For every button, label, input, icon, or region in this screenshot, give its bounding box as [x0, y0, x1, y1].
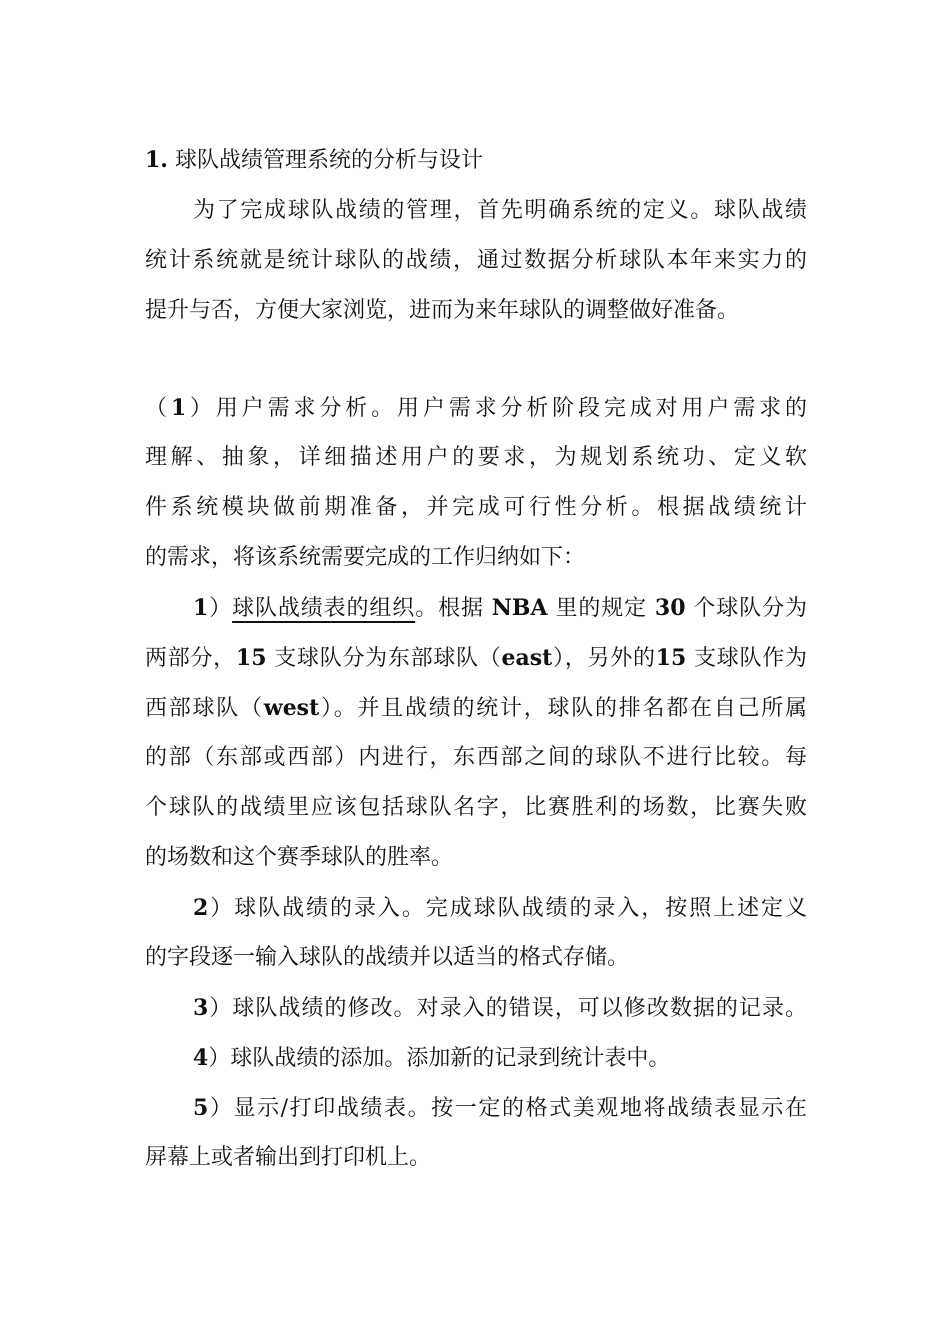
- requirements-line: 理解、抽象，详细描述用户的要求，为规划系统功、定义软: [145, 445, 807, 470]
- requirements-line: 件系统模块做前期准备，并完成可行性分析。根据战绩统计: [145, 495, 807, 520]
- item1-text: 支球队作为: [694, 646, 807, 671]
- item5-line: [193, 1093, 807, 1124]
- item3-text: ）球队战绩的修改。对录入的错误，可以修改数据的记录。: [208, 996, 807, 1021]
- item2-number: 2: [193, 895, 209, 921]
- item1-text: 支球队分为东部球队（: [274, 646, 502, 671]
- item1-count-15: 15: [235, 645, 267, 671]
- intro-line: 提升与否，方便大家浏览，进而为来年球队的调整做好准备。: [145, 298, 740, 323]
- item1-text: 里的规定: [555, 596, 647, 621]
- item1-text: 两部分，: [145, 646, 236, 671]
- item1-text: ）。并且战绩的统计，球队的排名都在自己所属: [319, 696, 807, 721]
- item1-count-30: 30: [654, 595, 686, 621]
- item1-line: 的场数和这个赛季球队的胜率。: [145, 845, 454, 870]
- item1-text: 西部球队（: [145, 696, 264, 721]
- item1-text: 个球队分为: [693, 596, 807, 621]
- item1-text: ），另外的: [552, 646, 656, 671]
- section-number: 1.: [145, 147, 168, 173]
- requirements-line: [145, 393, 807, 424]
- section-heading: [145, 145, 807, 176]
- item2-text: ）球队战绩的录入。完成球队战绩的录入，按照上述定义: [208, 896, 807, 921]
- item3-number: 3: [193, 995, 209, 1021]
- open-paren: （: [145, 396, 171, 421]
- item1-line: [193, 593, 807, 624]
- intro-line: 为了完成球队战绩的管理，首先明确系统的定义。球队战绩: [193, 198, 807, 223]
- item2-line: 的字段逐一输入球队的战绩并以适当的格式存储。: [145, 945, 630, 970]
- requirements-line: 的需求，将该系统需要完成的工作归纳如下：: [145, 545, 586, 570]
- item5-number: 5: [193, 1095, 209, 1121]
- item1-east: east: [501, 645, 553, 671]
- item1-line: 的部（东部或西部）内进行，东西部之间的球队不进行比较。每: [145, 745, 807, 770]
- item3-line: [193, 993, 807, 1024]
- item1-heading: 球队战绩表的组织: [232, 596, 416, 621]
- item1-line: 个球队的战绩里应该包括球队名字，比赛胜利的场数，比赛失败: [145, 795, 807, 820]
- item5-text: ）显示/打印战绩表。按一定的格式美观地将战绩表显示在: [208, 1096, 807, 1121]
- intro-line: 统计系统就是统计球队的战绩，通过数据分析球队本年来实力的: [145, 248, 807, 273]
- section-title: 球队战绩管理系统的分析与设计: [174, 148, 483, 173]
- item5-line: 屏幕上或者输出到打印机上。: [145, 1145, 432, 1170]
- item1-west: west: [263, 695, 320, 721]
- item4-number: 4: [193, 1045, 209, 1071]
- requirements-text: ）用户需求分析。用户需求分析阶段完成对用户需求的: [186, 396, 807, 421]
- item4-text: ）球队战绩的添加。添加新的记录到统计表中。: [208, 1046, 671, 1071]
- item1-paren: ）: [208, 596, 233, 621]
- item1-line: [145, 643, 807, 674]
- item1-number: 1: [193, 595, 209, 621]
- requirements-number: 1: [170, 395, 187, 421]
- item4-line: [193, 1043, 807, 1074]
- item1-line: [145, 693, 807, 724]
- item1-count-15: 15: [655, 645, 687, 671]
- item2-line: [193, 893, 807, 924]
- item1-nba: NBA: [491, 595, 548, 621]
- item1-text: 。根据: [415, 596, 484, 621]
